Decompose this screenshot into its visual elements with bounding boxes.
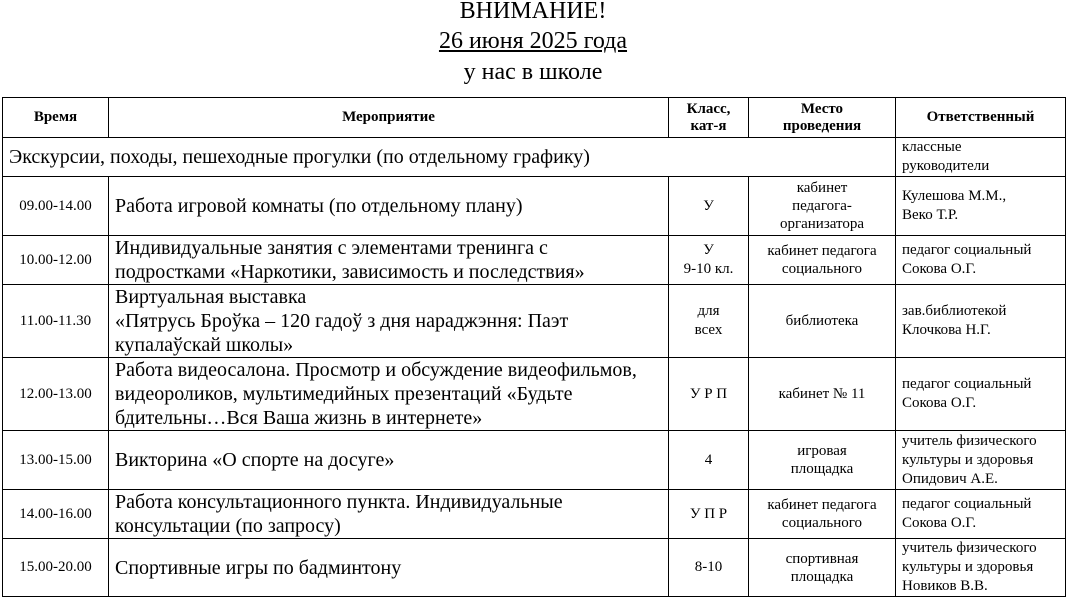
header-time: Время [3, 98, 109, 138]
header-event: Мероприятие [109, 98, 669, 138]
notice-title: ВНИМАНИЕ! [459, 0, 607, 24]
row-time: 11.00-11.30 [3, 285, 109, 358]
row-class: У П Р [669, 490, 749, 539]
row-place: спортивная площадка [749, 539, 896, 597]
row-responsible: зав.библиотекой Клочкова Н.Г. [896, 285, 1066, 358]
row-event: Работа игровой комнаты (по отдельному плану) [109, 177, 669, 236]
row-class: для всех [669, 285, 749, 358]
row-event: Виртуальная выставка «Пятрусь Броўка – 120 гадоў з дня нараджэння: Паэт купалаўскай школы» [109, 285, 669, 358]
row-responsible: педагог социальный Сокова О.Г. [896, 490, 1066, 539]
table-row [3, 539, 1066, 597]
row-place: кабинет № 11 [749, 358, 896, 431]
row-responsible: Кулешова М.М., Веко Т.Р. [896, 177, 1066, 236]
table-row [3, 431, 1066, 490]
row-place: библиотека [749, 285, 896, 358]
row-time: 13.00-15.00 [3, 431, 109, 490]
row-class: У [669, 177, 749, 236]
row-class: 4 [669, 431, 749, 490]
row-responsible: учитель физического культуры и здоровья Новиков В.В. [896, 539, 1066, 597]
header-responsible: Ответственный [896, 98, 1066, 138]
table-row-excursions [3, 138, 1066, 177]
row-event: Викторина «О спорте на досуге» [109, 431, 669, 490]
row-time: 12.00-13.00 [3, 358, 109, 431]
row-class: 8-10 [669, 539, 749, 597]
row-responsible: учитель физического культуры и здоровья Опидович А.Е. [896, 431, 1066, 490]
excursions-event: Экскурсии, походы, пешеходные прогулки (по отдельному графику) [3, 138, 896, 177]
table-row [3, 490, 1066, 539]
header-place: Место проведения [749, 98, 896, 138]
row-time: 14.00-16.00 [3, 490, 109, 539]
row-place: кабинет педагога социального [749, 236, 896, 285]
row-event: Спортивные игры по бадминтону [109, 539, 669, 597]
row-class: У Р П [669, 358, 749, 431]
row-class: У 9-10 кл. [669, 236, 749, 285]
table-row [3, 236, 1066, 285]
row-event: Индивидуальные занятия с элементами тренинга с подростками «Наркотики, зависимость и последствия» [109, 236, 669, 285]
schedule-table [2, 97, 1066, 597]
row-time: 10.00-12.00 [3, 236, 109, 285]
row-event: Работа видеосалона. Просмотр и обсуждение видеофильмов, видеороликов, мультимедийных презентаций «Будьте бдительны…Вся Ваша жизнь в интернете» [109, 358, 669, 431]
table-row [3, 358, 1066, 431]
header-class: Класс, кат-я [669, 98, 749, 138]
row-time: 15.00-20.00 [3, 539, 109, 597]
row-place: кабинет педагога социального [749, 490, 896, 539]
row-time: 09.00-14.00 [3, 177, 109, 236]
row-responsible: педагог социальный Сокова О.Г. [896, 236, 1066, 285]
notice-date: 26 июня 2025 года [438, 28, 628, 54]
row-responsible: педагог социальный Сокова О.Г. [896, 358, 1066, 431]
excursions-responsible: классные руководители [896, 138, 1066, 177]
notice-subtitle: у нас в школе [463, 59, 603, 85]
row-place: кабинет педагога- организатора [749, 177, 896, 236]
table-row [3, 177, 1066, 236]
table-row [3, 285, 1066, 358]
row-place: игровая площадка [749, 431, 896, 490]
row-event: Работа консультационного пункта. Индивидуальные консультации (по запросу) [109, 490, 669, 539]
table-header-row [3, 98, 1066, 138]
